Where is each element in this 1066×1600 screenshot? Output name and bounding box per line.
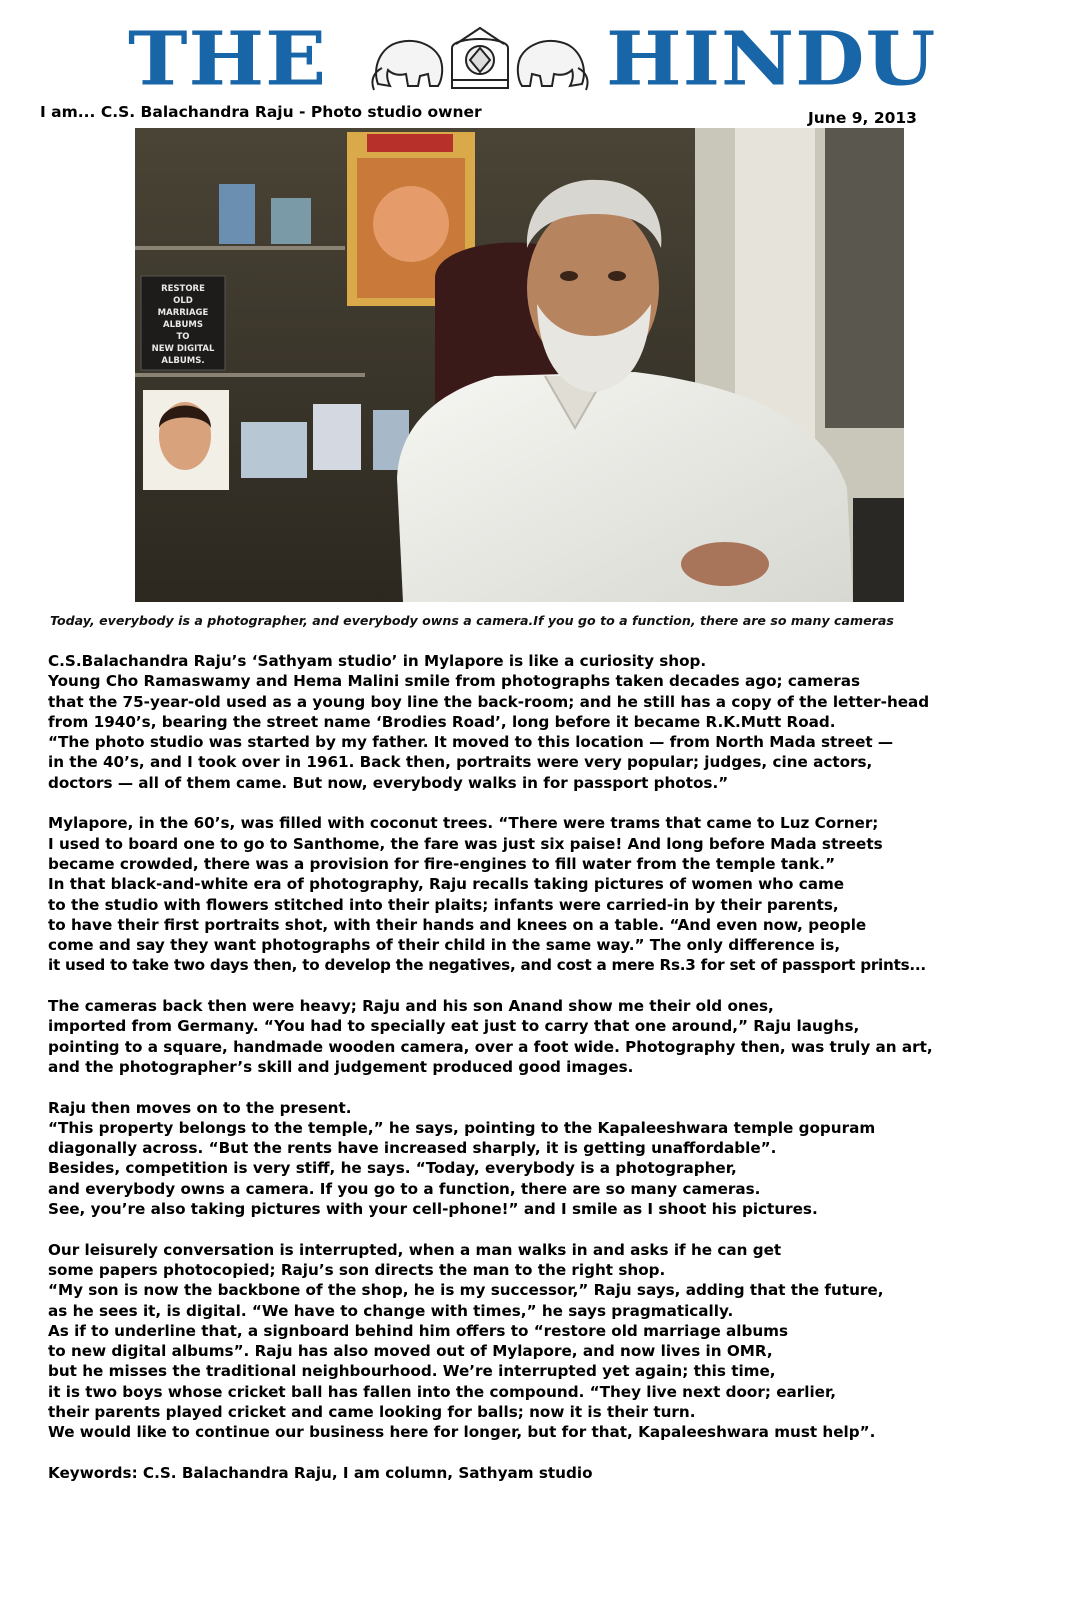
- article-paragraph: [48, 1240, 1058, 1443]
- text-line: “My son is now the backbone of the shop, he is my successor,” Raju says, adding that the future,: [48, 1281, 884, 1300]
- elephant-crest-emblem-icon: [360, 24, 600, 96]
- text-line: The cameras back then were heavy; Raju and his son Anand show me their old ones,: [48, 997, 774, 1016]
- publication-date: June 9, 2013: [808, 109, 917, 127]
- text-line: to have their first portraits shot, with their hands and knees on a table. “And even now, people: [48, 915, 867, 934]
- studio-owner-photo: [135, 128, 904, 602]
- text-line: doctors — all of them came. But now, everybody walks in for passport photos.”: [48, 773, 729, 792]
- article-keywords: Keywords: C.S. Balachandra Raju, I am column, Sathyam studio: [48, 1463, 593, 1482]
- text-line: “This property belongs to the temple,” he says, pointing to the Kapaleeshwara temple gopuram: [48, 1118, 876, 1137]
- text-line: As if to underline that, a signboard behind him offers to “restore old marriage albums: [48, 1321, 789, 1340]
- text-line: pointing to a square, handmade wooden camera, over a foot wide. Photography then, was truly an art,: [48, 1037, 933, 1056]
- text-line: in the 40’s, and I took over in 1961. Back then, portraits were very popular; judges, cine actors,: [48, 753, 873, 772]
- text-line: Raju then moves on to the present.: [48, 1098, 352, 1117]
- text-line: and everybody owns a camera. If you go to a function, there are so many cameras.: [48, 1179, 761, 1198]
- text-line: that the 75-year-old used as a young boy line the back-room; and he still has a copy of the letter-head: [48, 692, 930, 711]
- text-line: We would like to continue our business here for longer, but for that, Kapaleeshwara must help”.: [48, 1423, 876, 1442]
- text-line: imported from Germany. “You had to specially eat just to carry that one around,” Raju laughs,: [48, 1017, 860, 1036]
- sign-line: ALBUMS.: [161, 356, 205, 366]
- text-line: Mylapore, in the 60’s, was filled with coconut trees. “There were trams that came to Luz Corner;: [48, 814, 879, 833]
- article-body: [48, 651, 1058, 1483]
- text-line: Besides, competition is very stiff, he says. “Today, everybody is a photographer,: [48, 1159, 737, 1178]
- text-line: See, you’re also taking pictures with your cell-phone!” and I smile as I shoot his pictures.: [48, 1200, 818, 1219]
- text-line: to new digital albums”. Raju has also moved out of Mylapore, and now lives in OMR,: [48, 1342, 773, 1361]
- text-line: it used to take two days then, to develop the negatives, and cost a mere Rs.3 for set of passport prints...: [48, 956, 926, 975]
- text-line: diagonally across. “But the rents have increased sharply, it is getting unaffordable”.: [48, 1139, 777, 1158]
- article-headline: I am... C.S. Balachandra Raju - Photo studio owner: [40, 103, 482, 121]
- text-line: come and say they want photographs of their child in the same way.” The only difference is,: [48, 936, 841, 955]
- text-line: Young Cho Ramaswamy and Hema Malini smile from photographs taken decades ago; cameras: [48, 672, 861, 691]
- text-line: I used to board one to go to Santhome, the fare was just six paise! And long before Mada streets: [48, 834, 883, 853]
- sign-line: ALBUMS: [163, 320, 203, 330]
- text-line: from 1940’s, bearing the street name ‘Brodies Road’, long before it became R.K.Mutt Road.: [48, 712, 836, 731]
- text-line: to the studio with flowers stitched into their plaits; infants were carried-in by their parents,: [48, 895, 839, 914]
- text-line: became crowded, there was a provision for fire-engines to fill water from the temple tank.”: [48, 854, 836, 873]
- newspaper-masthead: [128, 15, 938, 104]
- text-line: it is two boys whose cricket ball has fallen into the compound. “They live next door; earlier,: [48, 1382, 836, 1401]
- sign-line: NEW DIGITAL: [151, 344, 215, 354]
- article-paragraph: [48, 651, 1058, 793]
- sign-line: TO: [176, 332, 190, 342]
- text-line: and the photographer’s skill and judgement produced good images.: [48, 1057, 634, 1076]
- photo-caption: Today, everybody is a photographer, and everybody owns a camera.If you go to a function, there are so many cameras: [50, 613, 894, 628]
- sign-line: RESTORE: [161, 284, 205, 294]
- article-paragraph: [48, 996, 1058, 1077]
- text-line: as he sees it, is digital. “We have to change with times,” he says pragmatically.: [48, 1301, 734, 1320]
- text-line: but he misses the traditional neighbourhood. We’re interrupted yet again; this time,: [48, 1362, 776, 1381]
- text-line: In that black-and-white era of photography, Raju recalls taking pictures of women who came: [48, 875, 845, 894]
- text-line: “The photo studio was started by my father. It moved to this location — from North Mada street —: [48, 733, 894, 752]
- text-line: C.S.Balachandra Raju’s ‘Sathyam studio’ in Mylapore is like a curiosity shop.: [48, 652, 707, 670]
- article-paragraph: [48, 813, 1058, 975]
- article-paragraph: [48, 1098, 1058, 1220]
- masthead-right-word: HINDU: [606, 15, 937, 102]
- sign-line: MARRIAGE: [157, 308, 209, 318]
- text-line: Our leisurely conversation is interrupted, when a man walks in and asks if he can get: [48, 1240, 782, 1259]
- text-line: their parents played cricket and came looking for balls; now it is their turn.: [48, 1402, 696, 1421]
- text-line: some papers photocopied; Raju’s son directs the man to the right shop.: [48, 1260, 666, 1279]
- masthead-left-word: THE: [128, 15, 328, 102]
- sign-line: OLD: [173, 296, 193, 306]
